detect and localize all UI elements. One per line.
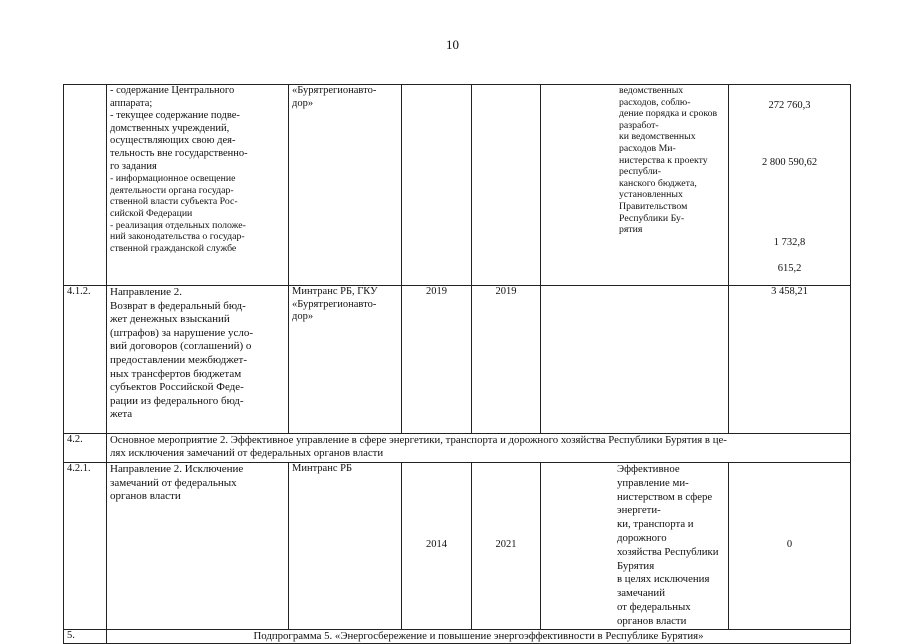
row-number: 4.2.1. [64,463,107,630]
activity-name-cell: Направление 2. Возврат в федеральный бюд- жет денежных взысканий (штрафов) за нарушение усло- вий договоров (соглашений) о предоставлении межбюджет- ных трансфертов бюджетам субъектов Российской Феде- рации из федерального бюд- жета [107,286,289,434]
finance-cell: 3 458,21 [729,286,851,434]
activity-name-cell: Направление 2. Исключение замечаний от федеральных органов власти [107,463,289,630]
activity-part: - текущее содержание подве- домственных учреждений, осуществляющих свою дея- тельность вне государственно- го задания [110,110,248,172]
table-row [64,85,851,286]
expected-result-cell: Эффективное управление ми- нистерством в сфере энергети- ки, транспорта и дорожного хозяйства Республики Бурятия в целях исключения замечаний от федеральных органов власти [541,463,729,630]
activity-part: - содержание Центрального аппарата; [110,85,235,109]
row-number: 4.1.2. [64,286,107,434]
year-start-cell: 2014 [402,463,472,630]
expected-result-cell: ведомственных расходов, соблю- дение порядка и сроков разработ- ки ведомственных расходов Ми- нистерства к проекту республи- канского бюджета, установленных Правительством Республики Бу- рятия [541,85,729,286]
row-number [64,85,107,286]
finance-value: 615,2 [777,263,802,274]
year-start-cell: 2019 [402,286,472,434]
executor-cell: Минтранс РБ [289,463,402,630]
finance-cell [729,85,851,286]
finance-value: 272 760,3 [768,100,811,111]
row-number: 4.2. [64,434,107,463]
table-row [64,286,851,434]
table-row [64,434,851,463]
table-row [64,629,851,643]
table-row [64,463,851,630]
subprogram-heading: Подпрограмма 5. «Энергосбережение и повышение энергоэффективности в Республике Бурятия» [107,629,851,643]
expected-result-cell [541,286,729,434]
program-table [63,84,851,644]
main-activity-heading: Основное мероприятие 2. Эффективное управление в сфере энергетики, транспорта и дорожного хозяйства Республики Бурятия в це- лях исключения замечаний от федеральных органов власти [107,434,851,463]
executor-cell: «Бурятрегионавто- дор» [289,85,402,286]
year-end-cell: 2019 [472,286,541,434]
finance-cell: 0 [729,463,851,630]
year-end-cell [472,85,541,286]
finance-value: 1 732,8 [773,237,806,248]
activity-part: - информационное освещение деятельности органа государ- ственной власти субъекта Рос- сийской Федерации [110,173,238,219]
year-end-cell: 2021 [472,463,541,630]
activity-name-cell [107,85,289,286]
page-number: 10 [446,37,459,52]
row-number: 5. [64,629,107,643]
activity-part: - реализация отдельных положе- ний законодательства о государ- ственной гражданской службе [110,219,246,254]
executor-cell: Минтранс РБ, ГКУ «Бурятрегионавто- дор» [289,286,402,434]
year-start-cell [402,85,472,286]
finance-value: 2 800 590,62 [761,157,818,168]
